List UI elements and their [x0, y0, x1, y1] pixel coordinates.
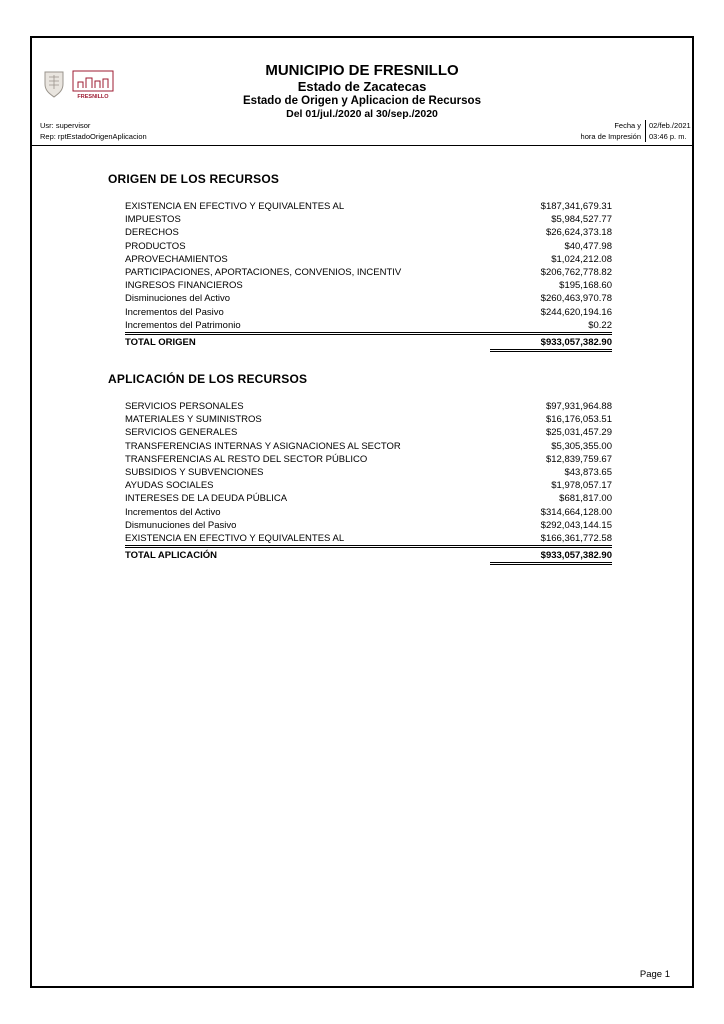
row-label: PARTICIPACIONES, APORTACIONES, CONVENIOS, INCENTIV: [125, 267, 402, 279]
fresnillo-logo-text: FRESNILLO: [77, 94, 109, 100]
print-datetime: [581, 120, 691, 142]
municipal-seal-icon: [42, 70, 66, 105]
origin-section: [108, 172, 612, 352]
row-label: MATERIALES Y SUMINISTROS: [125, 414, 262, 426]
row-label: PRODUCTOS: [125, 240, 186, 252]
application-section: [108, 372, 612, 565]
application-heading: APLICACIÓN DE LOS RECURSOS: [108, 372, 308, 387]
report-row: [125, 226, 612, 239]
report-meta: [40, 120, 147, 142]
origin-rows: [125, 200, 612, 332]
row-label: SERVICIOS PERSONALES: [125, 401, 244, 413]
row-value: $97,931,964.88: [545, 401, 612, 413]
total-label: TOTAL APLICACIÓN: [125, 550, 218, 562]
total-label: TOTAL ORIGEN: [125, 337, 196, 349]
row-value: $12,839,759.67: [545, 453, 612, 465]
report-row: [125, 400, 612, 413]
row-value: $166,361,772.58: [540, 533, 612, 545]
row-value: $292,043,144.15: [540, 519, 612, 531]
row-value: $40,477.98: [564, 240, 612, 252]
report-row: [125, 266, 612, 279]
row-value: $187,341,679.31: [540, 201, 612, 212]
report-row: [125, 413, 612, 426]
report-header: [32, 38, 692, 146]
origin-heading: ORIGEN DE LOS RECURSOS: [108, 172, 280, 186]
report-row: [125, 453, 612, 466]
report-row: [125, 426, 612, 439]
user-label: Usr: supervisor: [40, 121, 91, 130]
row-label: APROVECHAMIENTOS: [125, 253, 228, 265]
report-row: [125, 240, 612, 253]
report-row: [125, 506, 612, 519]
application-rows: [125, 400, 612, 545]
row-label: TRANSFERENCIAS AL RESTO DEL SECTOR PÚBLICO: [125, 453, 368, 465]
report-row: [125, 492, 612, 505]
row-label: EXISTENCIA EN EFECTIVO Y EQUIVALENTES AL: [125, 201, 345, 212]
row-value: $26,624,373.18: [545, 227, 612, 239]
row-value: $206,762,778.82: [540, 267, 612, 279]
printed-time-label: hora de Impresión: [580, 132, 641, 141]
report-body: [108, 172, 612, 565]
row-label: Incrementos del Pasivo: [125, 306, 224, 318]
title-block: [32, 38, 692, 121]
report-row: [125, 253, 612, 266]
row-label: Incrementos del Activo: [125, 506, 221, 518]
row-value: $1,024,212.08: [551, 253, 612, 265]
row-label: EXISTENCIA EN EFECTIVO Y EQUIVALENTES AL: [125, 533, 345, 545]
row-value: $0.22: [588, 319, 612, 331]
logo-group: [42, 70, 114, 105]
report-row: [125, 319, 612, 332]
report-row: [125, 200, 612, 213]
report-row: [125, 279, 612, 292]
report-row: [125, 479, 612, 492]
row-value: $260,463,970.78: [540, 293, 612, 305]
row-label: Dismunuciones del Pasivo: [125, 519, 237, 531]
row-label: SERVICIOS GENERALES: [125, 427, 238, 439]
report-period: Del 01/jul./2020 al 30/sep./2020: [286, 108, 438, 120]
row-label: Disminuciones del Activo: [125, 293, 231, 305]
municipality-title: MUNICIPIO DE FRESNILLO: [265, 62, 459, 79]
row-label: INTERESES DE LA DEUDA PÚBLICA: [125, 493, 288, 505]
row-value: $244,620,194.16: [540, 306, 612, 318]
total-value: $933,057,382.90: [490, 336, 612, 352]
report-row: [125, 213, 612, 226]
row-value: $5,984,527.77: [551, 214, 612, 226]
report-row: [125, 440, 612, 453]
row-label: IMPUESTOS: [125, 214, 181, 226]
application-total-row: [125, 545, 612, 565]
report-page: [30, 36, 694, 988]
printed-date-label: Fecha y: [614, 121, 641, 130]
report-id-label: Rep: rptEstadoOrigenAplicacion: [40, 132, 147, 141]
row-value: $16,176,053.51: [545, 414, 612, 426]
report-row: [125, 519, 612, 532]
origin-total-row: [125, 332, 612, 352]
report-row: [125, 466, 612, 479]
total-value: $933,057,382.90: [490, 549, 612, 565]
row-label: INGRESOS FINANCIEROS: [125, 280, 243, 292]
row-value: $195,168.60: [559, 280, 612, 292]
row-label: SUBSIDIOS Y SUBVENCIONES: [125, 467, 264, 479]
row-value: $43,873.65: [564, 467, 612, 479]
row-value: $314,664,128.00: [540, 506, 612, 518]
printed-time-value: 03:46 p. m.: [645, 131, 691, 142]
state-subtitle: Estado de Zacatecas: [297, 79, 427, 94]
page-number: Page 1: [639, 969, 670, 980]
report-row: [125, 292, 612, 305]
printed-date-value: 02/feb./2021: [645, 120, 691, 131]
row-value: $5,305,355.00: [551, 440, 612, 452]
row-value: $1,978,057.17: [551, 480, 612, 492]
row-label: AYUDAS SOCIALES: [125, 480, 214, 492]
report-name: Estado de Origen y Aplicacion de Recursos: [243, 95, 481, 107]
fresnillo-logo-icon: [72, 70, 114, 105]
row-label: DERECHOS: [125, 227, 179, 239]
row-label: TRANSFERENCIAS INTERNAS Y ASIGNACIONES AL SECTOR: [125, 440, 401, 452]
report-row: [125, 532, 612, 545]
row-value: $25,031,457.29: [545, 427, 612, 439]
row-label: Incrementos del Patrimonio: [125, 319, 241, 331]
row-value: $681,817.00: [559, 493, 612, 505]
report-row: [125, 306, 612, 319]
